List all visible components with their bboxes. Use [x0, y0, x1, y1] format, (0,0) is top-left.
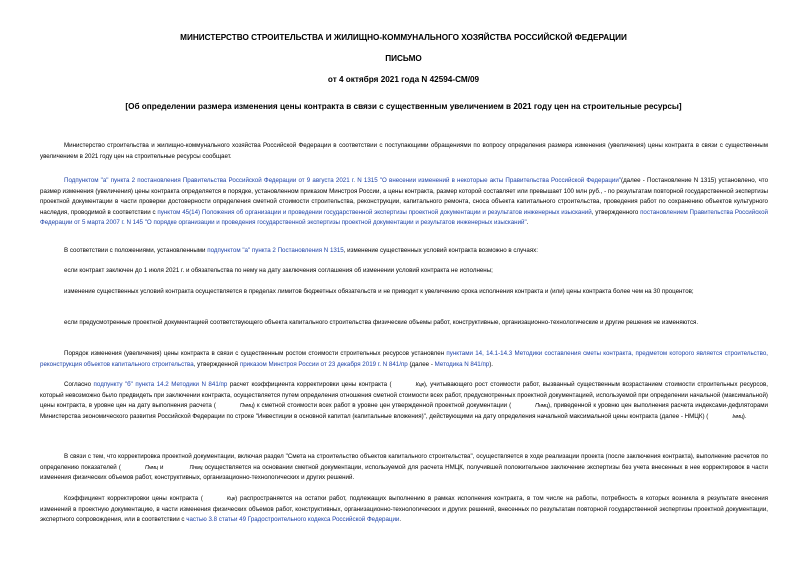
paragraph-condition-1	[40, 266, 768, 277]
ministry-title: МИНИСТЕРСТВО СТРОИТЕЛЬСТВА И ЖИЛИЩНО-КОММУНАЛЬНОГО ХОЗЯЙСТВА РОССИЙСКОЙ ФЕДЕРАЦИИ	[180, 33, 627, 42]
paragraph-text: изменение существенных условий контракта осуществляется в пределах лимитов бюджетных обязательств и не приводит к увеличению срока исполнения контракта и (или) цены контракта более чем на 30 процентов;	[64, 288, 694, 295]
link-decree-1315[interactable]: Подпунктом "а" пункта 2 постановления Правительства Российской Федерации от 9 августа 2021 г. N 1315 "О внесении изменений в некоторые акты Правительства Российской Федерации"	[64, 177, 622, 184]
paragraph-text: расчет коэффициента корректировки цены контракта (	[229, 381, 392, 388]
link-subparagraph-a[interactable]: подпунктом "а" пункта 2 Постановления N 1315	[207, 247, 344, 254]
formula-symbol: Пнмц	[239, 403, 253, 410]
paragraph-text: (далее - Постановление N 1315) установлено, что размер изменения (увеличения) цены контракта определяется в порядке, установленном приказом Минстроя России, а цены контракта, размер которой составляет или превышает 100 млн руб., - по результатам повторной государственной экспертизы проектной документации в части проверки достоверности определения сметной стоимости строительства, реконструкции, капитального ремонта, сноса объекта капитального строительства, проведения работ по сохранению объектов культурного наследия, проводимой в соответствии с	[40, 177, 769, 216]
formula-symbol: Кцк	[415, 382, 424, 388]
link-urban-planning-code[interactable]: частью 3.8 статьи 49 Градостроительного кодекса Российской Федерации	[186, 516, 400, 524]
paragraph-coefficient-scope	[40, 494, 768, 526]
paragraph-text: .	[526, 219, 529, 227]
paragraph-text: ) к сметной стоимости всех работ в уровне цен утвержденной проектной документации (	[252, 402, 512, 410]
link-methodology-841[interactable]: Методика N 841/пр	[434, 360, 490, 368]
link-methodology-points[interactable]: пунктами 14, 14.1-14.3 Методики составления сметы контракта, предметом которого является строительство, реконструкция объектов капитального строительства	[40, 350, 768, 368]
formula-symbol: Iнмц	[732, 413, 743, 420]
paragraph-text: если контракт заключен до 1 июля 2021 г. и обязательства по нему на дату заключения соглашения об изменении условий контракта не исполнены;	[64, 267, 493, 274]
paragraph-intro	[40, 141, 768, 162]
paragraph-procedure	[40, 349, 768, 370]
link-regulation-45-14[interactable]: пунктом 45(14) Положения об организации и проведении государственной экспертизы проектной документации и результатов инженерных изысканий	[157, 208, 592, 216]
paragraph-project-correction	[40, 452, 768, 484]
document-type: ПИСЬМО	[385, 54, 422, 63]
paragraph-text: , утвержденной	[193, 360, 239, 368]
paragraph-provisions	[40, 246, 768, 257]
paragraph-text: .	[399, 516, 402, 524]
formula-symbol: Пнмц	[535, 403, 549, 410]
paragraph-condition-2	[40, 287, 768, 298]
paragraph-text: если предусмотренные проектной документацией соответствующего объекта капитального строительства физические объемы работ, конструктивные, организационно-технологические и другие решения не изменяются.	[64, 319, 699, 326]
paragraph-text: ).	[489, 360, 494, 368]
formula-symbol: Кцк	[226, 496, 236, 502]
document-date-number: от 4 октября 2021 года N 42594-СМ/09	[327, 75, 480, 84]
paragraph-text: Коэффициент корректировки цены контракта (	[64, 495, 203, 502]
formula-symbol: Пнмц	[189, 464, 203, 471]
formula-symbol: Пнмц	[144, 464, 158, 471]
link-subparagraph-b[interactable]: подпункту "б" пункта 14.2 Методики N 841/пр	[93, 381, 228, 388]
paragraph-coefficient-calc	[40, 380, 768, 422]
paragraph-text: Министерство строительства и жилищно-коммунального хозяйства Российской Федерации в соответствии с поступающими обращениями по вопросу определения размера изменения (увеличения) цены контракта в связи с существенным увеличением в 2021 году цен на строительные ресурсы сообщает.	[40, 142, 768, 160]
paragraph-text: Порядок изменения (увеличения) цены контракта в связи с существенным ростом стоимости строительных ресурсов установлен	[64, 350, 445, 357]
paragraph-text: ) распространяется на остатки работ, подлежащих выполнению в рамках исполнения контракта, в том числе на работы, потребность в которых возникла в результате внесения изменений в проектную документацию, в части изменения физических объемов работ, конструктивных, организационно-технологических и других решений, внесенных по результатам повторной государственной экспертизы проектной документации, экспертного сопровождения, или в соответствии с	[40, 495, 769, 524]
link-decree-145[interactable]: постановлением Правительства Российской Федерации от 5 марта 2007 г. N 145 "О порядке организации и проведения государственной экспертизы проектной документации и результатов инженерных изысканий"	[40, 208, 768, 227]
paragraph-text: В связи с тем, что корректировка проектной документации, включая раздел "Смета на строительство объектов капитального строительства", осуществляется в ходе реализации проекта (после заключения контракта), выполнение расчетов по определению показателей (	[40, 453, 768, 471]
paragraph-text: (далее -	[409, 360, 433, 368]
paragraph-text: ), приведенной к уровню цен выполнения расчета индексами-дефляторами Министерства экономического развития Российской Федерации по строке "Инвестиции в основной капитал (капитальные вложения)", действующими на дату определения начальной максимальной цены контракта (далее - НМЦК) (	[40, 402, 768, 420]
paragraph-text: ), учитывающего рост стоимости работ, вызванный существенным возрастанием стоимости строительных ресурсов, который невозможно было предвидеть при заключении контракта, осуществляется путем определения отношения сметной стоимости всех работ, предусмотренных проектной документацией, используемой при определении начальной (максимальной) цены контракта, в уровне цен на дату выполнения расчета (	[40, 381, 768, 410]
paragraph-text: В соответствии с положениями, установленными	[64, 247, 206, 254]
paragraph-decree-1315	[40, 176, 768, 229]
paragraph-text: ).	[742, 412, 747, 420]
document-subject: [Об определении размера изменения цены контракта в связи с существенным увеличением в 2021 году цен на строительные ресурсы]	[125, 102, 682, 111]
paragraph-text: , изменение существенных условий контракта возможно в случаях:	[343, 247, 538, 254]
paragraph-text: , утвержденного	[591, 208, 639, 216]
link-order-841[interactable]: приказом Минстроя России от 23 декабря 2019 г. N 841/пр	[239, 360, 408, 368]
paragraph-text: осуществляется на основании сметной документации, используемой для расчета НМЦК, получившей положительное заключение экспертизы без учета внесенных в нее корректировок в части изменения физических объемов работ, конструктивных, организационно-технологических и других решений.	[40, 463, 768, 482]
paragraph-text: Согласно	[64, 381, 92, 388]
paragraph-text: и	[159, 463, 164, 471]
paragraph-condition-3	[40, 318, 768, 329]
